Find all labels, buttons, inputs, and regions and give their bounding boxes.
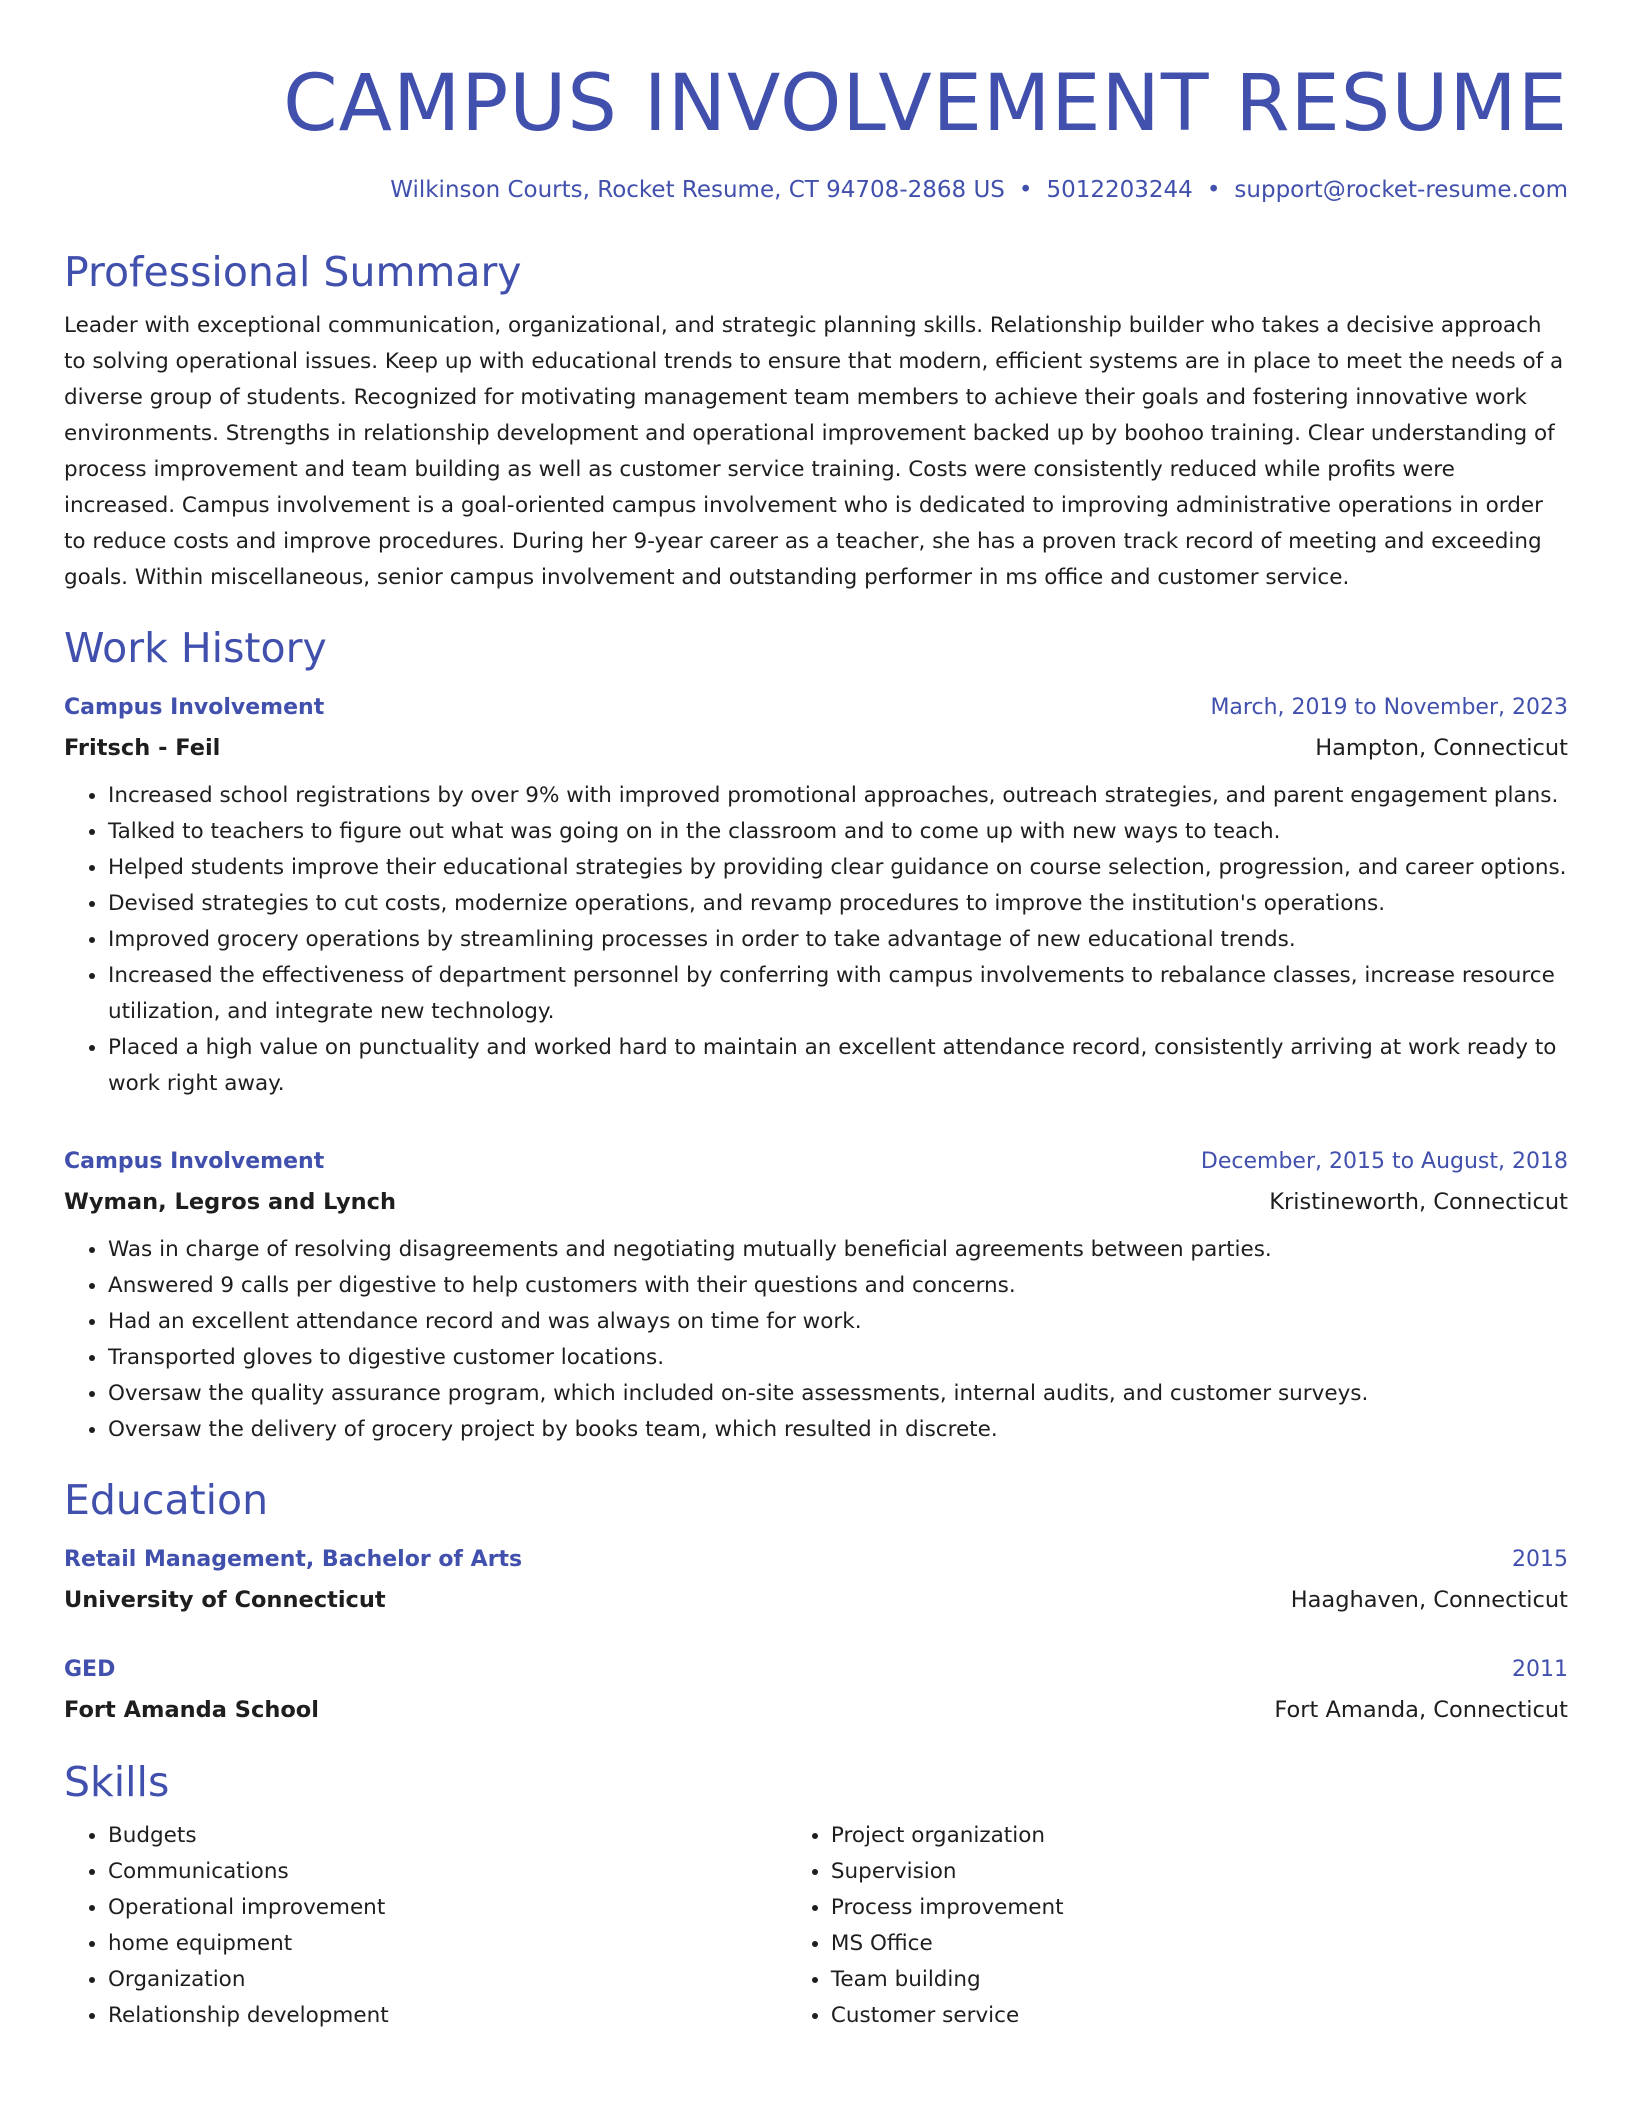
skill-item: • home equipment	[108, 1926, 787, 1962]
education-section	[64, 1474, 1568, 1730]
contact-email[interactable]: support@rocket-resume.com	[1234, 177, 1568, 203]
job-title: Campus Involvement	[64, 1149, 325, 1174]
job-title: Campus Involvement	[64, 695, 325, 720]
contact-separator: •	[1206, 177, 1221, 203]
degree: GED	[64, 1657, 116, 1682]
job-bullets	[64, 778, 1568, 1102]
contact-separator: •	[1018, 177, 1033, 203]
list-item: • Devised strategies to cut costs, modernize operations, and revamp procedures to improve the institution's operations.	[108, 886, 1568, 922]
list-item: • Was in charge of resolving disagreements and negotiating mutually beneficial agreements between parties.	[108, 1232, 1568, 1268]
skill-item: • Organization	[108, 1962, 787, 1998]
list-item: • Helped students improve their educational strategies by providing clear guidance on course selection, progression, and career options.	[108, 850, 1568, 886]
job-bullets	[64, 1232, 1568, 1448]
education-entry	[64, 1540, 1568, 1620]
work-history-heading: Work History	[64, 624, 327, 672]
list-item: • Talked to teachers to figure out what was going on in the classroom and to come up with new ways to teach.	[108, 814, 1568, 850]
job-company: Fritsch - Feil	[64, 735, 221, 761]
skill-item: • Communications	[108, 1854, 787, 1890]
list-item: • Placed a high value on punctuality and worked hard to maintain an excellent attendance record, consistently arriving at work ready to work right away.	[108, 1030, 1568, 1102]
list-item: • Answered 9 calls per digestive to help customers with their questions and concerns.	[108, 1268, 1568, 1304]
resume-title: CAMPUS INVOLVEMENT RESUME	[283, 59, 1568, 149]
contact-phone: 5012203244	[1046, 177, 1193, 203]
degree: Retail Management, Bachelor of Arts	[64, 1547, 523, 1572]
job-company: Wyman, Legros and Lynch	[64, 1189, 396, 1215]
skill-item: • Process improvement	[831, 1890, 1568, 1926]
skill-item: • Team building	[831, 1962, 1568, 1998]
skill-item: • Relationship development	[108, 1998, 787, 2034]
education-entry	[64, 1650, 1568, 1730]
contact-address: Wilkinson Courts, Rocket Resume, CT 94708-2868 US	[390, 177, 1005, 203]
job-entry	[64, 1142, 1568, 1448]
list-item: • Oversaw the quality assurance program, which included on-site assessments, internal audits, and customer surveys.	[108, 1376, 1568, 1412]
skill-item: • Customer service	[831, 1998, 1568, 2034]
list-item: • Improved grocery operations by streamlining processes in order to take advantage of new educational trends.	[108, 922, 1568, 958]
job-dates: March, 2019 to November, 2023	[1210, 695, 1568, 720]
education-heading: Education	[64, 1476, 269, 1524]
resume-page	[64, 56, 1568, 2034]
skill-item: • Operational improvement	[108, 1890, 787, 1926]
summary-heading: Professional Summary	[64, 248, 522, 296]
contact-line	[64, 174, 1568, 206]
school-name: University of Connecticut	[64, 1587, 386, 1613]
list-item: • Transported gloves to digestive customer locations.	[108, 1340, 1568, 1376]
summary-text: Leader with exceptional communication, organizational, and strategic planning skills. Relationship builder who takes a decisive approach to solving operational issues. Keep up with educational trends to ensure that modern, efficient systems are in place to meet the needs of a diverse group of students. Recognized for motivating management team members to achieve their goals and fostering innovative work environments. Strengths in relationship development and operational improvement backed up by boohoo training. Clear understanding of process improvement and team building as well as customer service training. Costs were consistently reduced while profits were increased. Campus involvement is a goal-oriented campus involvement who is dedicated to improving administrative operations in order to reduce costs and improve procedures. During her 9-year career as a teacher, she has a proven track record of meeting and exceeding goals. Within miscellaneous, senior campus involvement and outstanding performer in ms office and customer service.	[64, 313, 1564, 590]
school-name: Fort Amanda School	[64, 1697, 319, 1723]
skills-section	[64, 1756, 1568, 2034]
skill-item: • Supervision	[831, 1854, 1568, 1890]
list-item: • Had an excellent attendance record and was always on time for work.	[108, 1304, 1568, 1340]
school-location: Haaghaven, Connecticut	[1290, 1587, 1568, 1613]
skills-heading: Skills	[64, 1758, 170, 1806]
job-dates: December, 2015 to August, 2018	[1200, 1149, 1568, 1174]
skill-item: • Budgets	[108, 1818, 787, 1854]
job-location: Kristineworth, Connecticut	[1269, 1189, 1568, 1215]
job-location: Hampton, Connecticut	[1315, 735, 1568, 761]
skills-list-right	[787, 1818, 1568, 2034]
list-item: • Increased school registrations by over 9% with improved promotional approaches, outreach strategies, and parent engagement plans.	[108, 778, 1568, 814]
skill-item: • Project organization	[831, 1818, 1568, 1854]
graduation-year: 2015	[1512, 1547, 1568, 1572]
work-history-section	[64, 622, 1568, 1448]
skills-columns	[64, 1818, 1568, 2034]
skill-item: • MS Office	[831, 1926, 1568, 1962]
list-item: • Increased the effectiveness of department personnel by conferring with campus involvements to rebalance classes, increase resource utilization, and integrate new technology.	[108, 958, 1568, 1030]
graduation-year: 2011	[1512, 1657, 1568, 1682]
skills-list-left	[64, 1818, 787, 2034]
list-item: • Oversaw the delivery of grocery project by books team, which resulted in discrete.	[108, 1412, 1568, 1448]
school-location: Fort Amanda, Connecticut	[1274, 1697, 1568, 1723]
job-entry	[64, 688, 1568, 1102]
